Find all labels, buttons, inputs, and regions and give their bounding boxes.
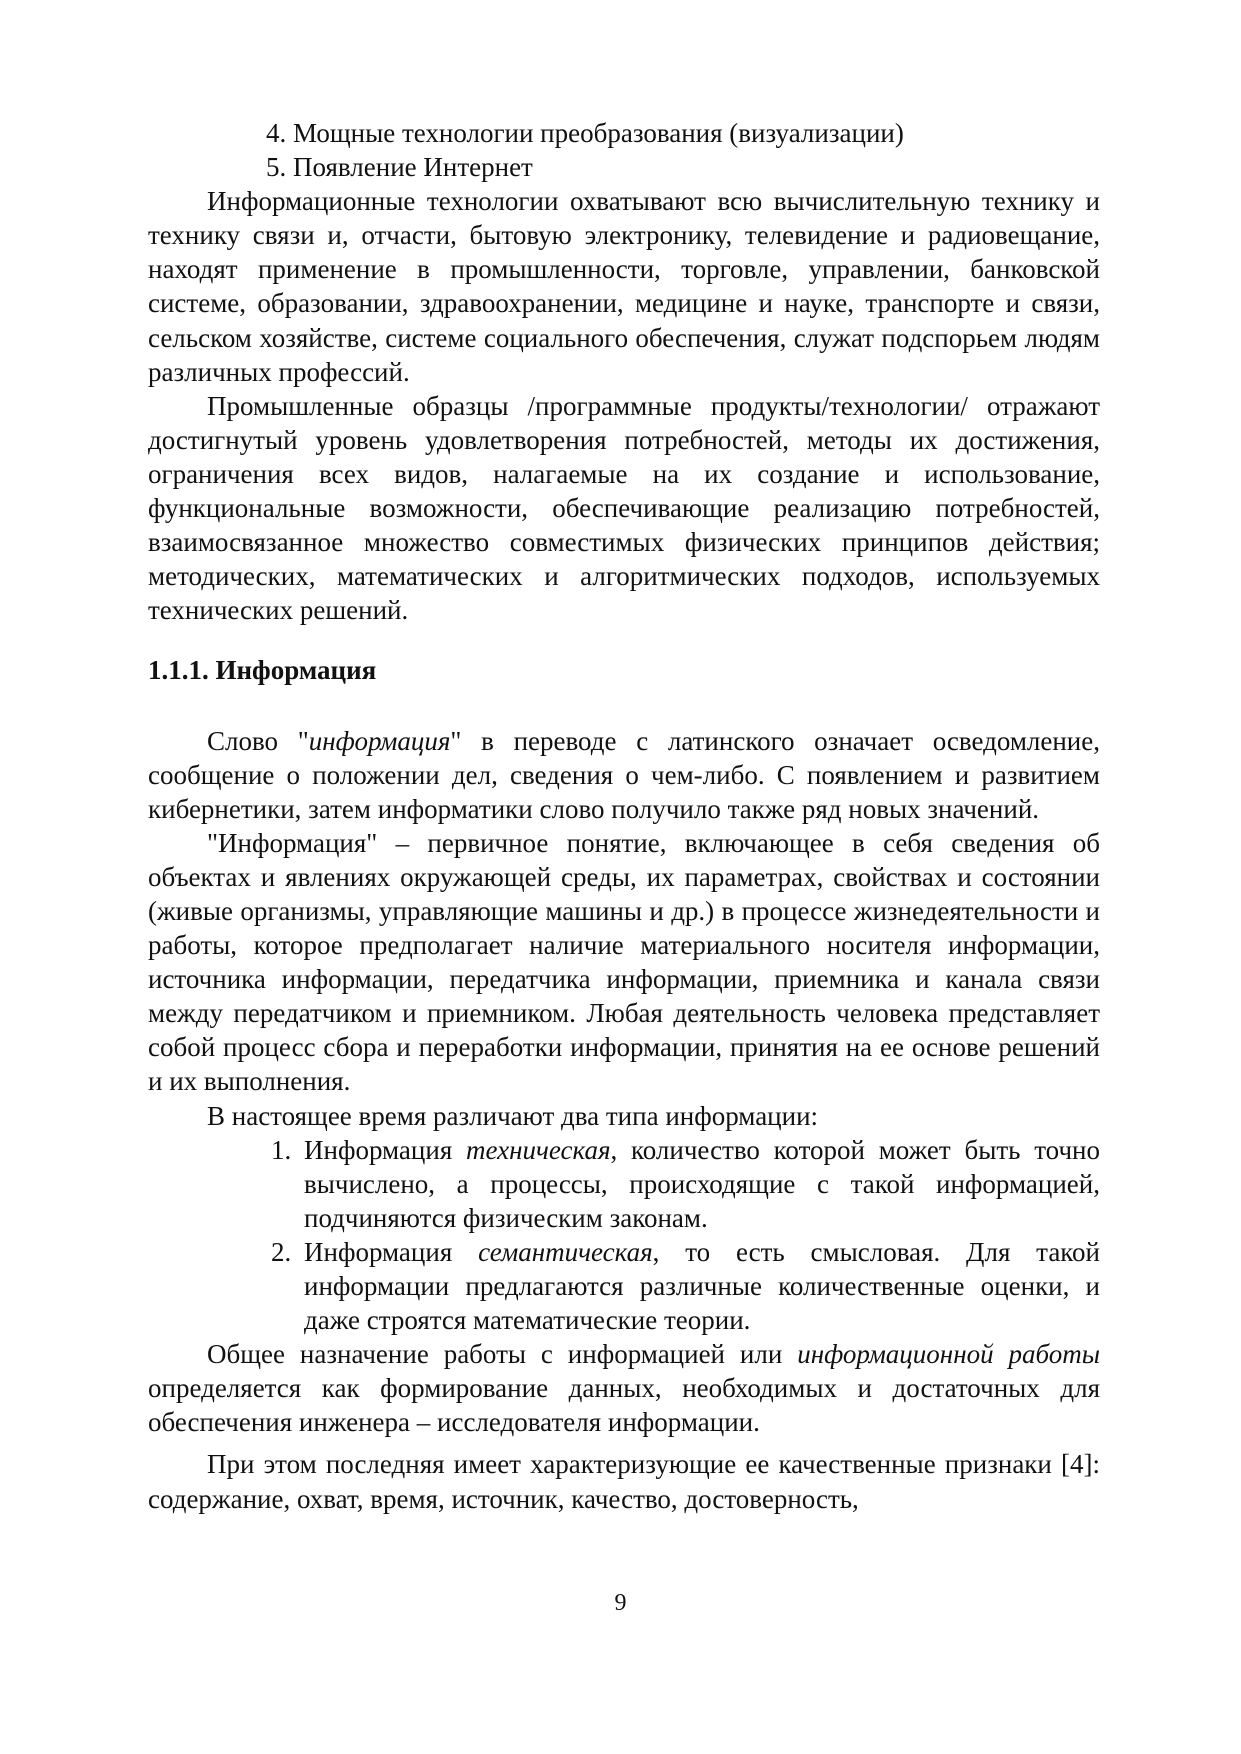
list-item-5: 5. Появление Интернет — [266, 152, 533, 183]
page-number: 9 — [614, 1590, 627, 1616]
page-content — [148, 116, 1100, 1516]
paragraph-it-scope: Информационные технологии охватывают всю вычислительную технику и технику связи и, отчасти, бытовую электронику, телевидение и радиовещание, находят применение в промышленности, торговле, управлении, банковской системе, образовании, здравоохранении, медицине и науке, транспорте и связи, сельском хозяйстве, системе социального обеспечения, служат подспорьем людям различных профессий. — [148, 186, 1100, 387]
paragraph-information-work: Общее назначение работы с информацией или информационной работы определяется как формирование данных, необходимых и достаточных для обеспечения инженера – исследователя информации. — [148, 1339, 1100, 1438]
list-item-semantic: 2. Информация семантическая, то есть смысловая. Для такой информации предлагаются различные количественные оценки, и даже строятся математические теории. — [298, 1235, 1100, 1337]
list-item-4: 4. Мощные технологии преобразования (визуализации) — [266, 118, 904, 148]
list-item-technical: 1. Информация техническая, количество которой может быть точно вычислено, а процессы, происходящие с такой информацией, подчиняются физическим законам. — [298, 1133, 1100, 1235]
paragraph-information-definition: "Информация" – первичное понятие, включающее в себя сведения об объектах и явлениях окружающей среды, их параметрах, свойствах и состоянии (живые организмы, управляющие машины и др.) в процессе жизнедеятельности и работы, которое предполагает наличие материального носителя информации, источника информации, передатчика информации, приемника и канала связи между передатчиком и приемником. Любая деятельность человека представляет собой процесс сбора и переработки информации, принятия на ее основе решений и их выполнения. — [148, 827, 1100, 1097]
section-heading: 1.1.1. Информация — [148, 655, 377, 686]
information-types-list — [148, 1133, 1100, 1338]
paragraph-industrial-samples: Промышленные образцы /программные продукты/технологии/ отражают достигнутый уровень удовлетворения потребностей, методы их достижения, ограничения всех видов, налагаемые на их создание и использование, функциональные возможности, обеспечивающие реализацию потребностей, взаимосвязанное множество совместимых физических принципов действия; методических, математических и алгоритмических подходов, используемых технических решений. — [148, 390, 1100, 626]
paragraph-word-information: Слово "информация" в переводе с латинского означает осведомление, сообщение о положении дел, сведения о чем-либо. С появлением и развитием кибернетики, затем информатики слово получило также ряд новых значений. — [148, 725, 1100, 824]
paragraph-qualitative-features: При этом последняя имеет характеризующие ее качественные признаки [4]: содержание, охват, время, источник, качество, достоверность, — [148, 1449, 1100, 1514]
paragraph-two-types: В настоящее время различают два типа информации: — [207, 1100, 819, 1131]
